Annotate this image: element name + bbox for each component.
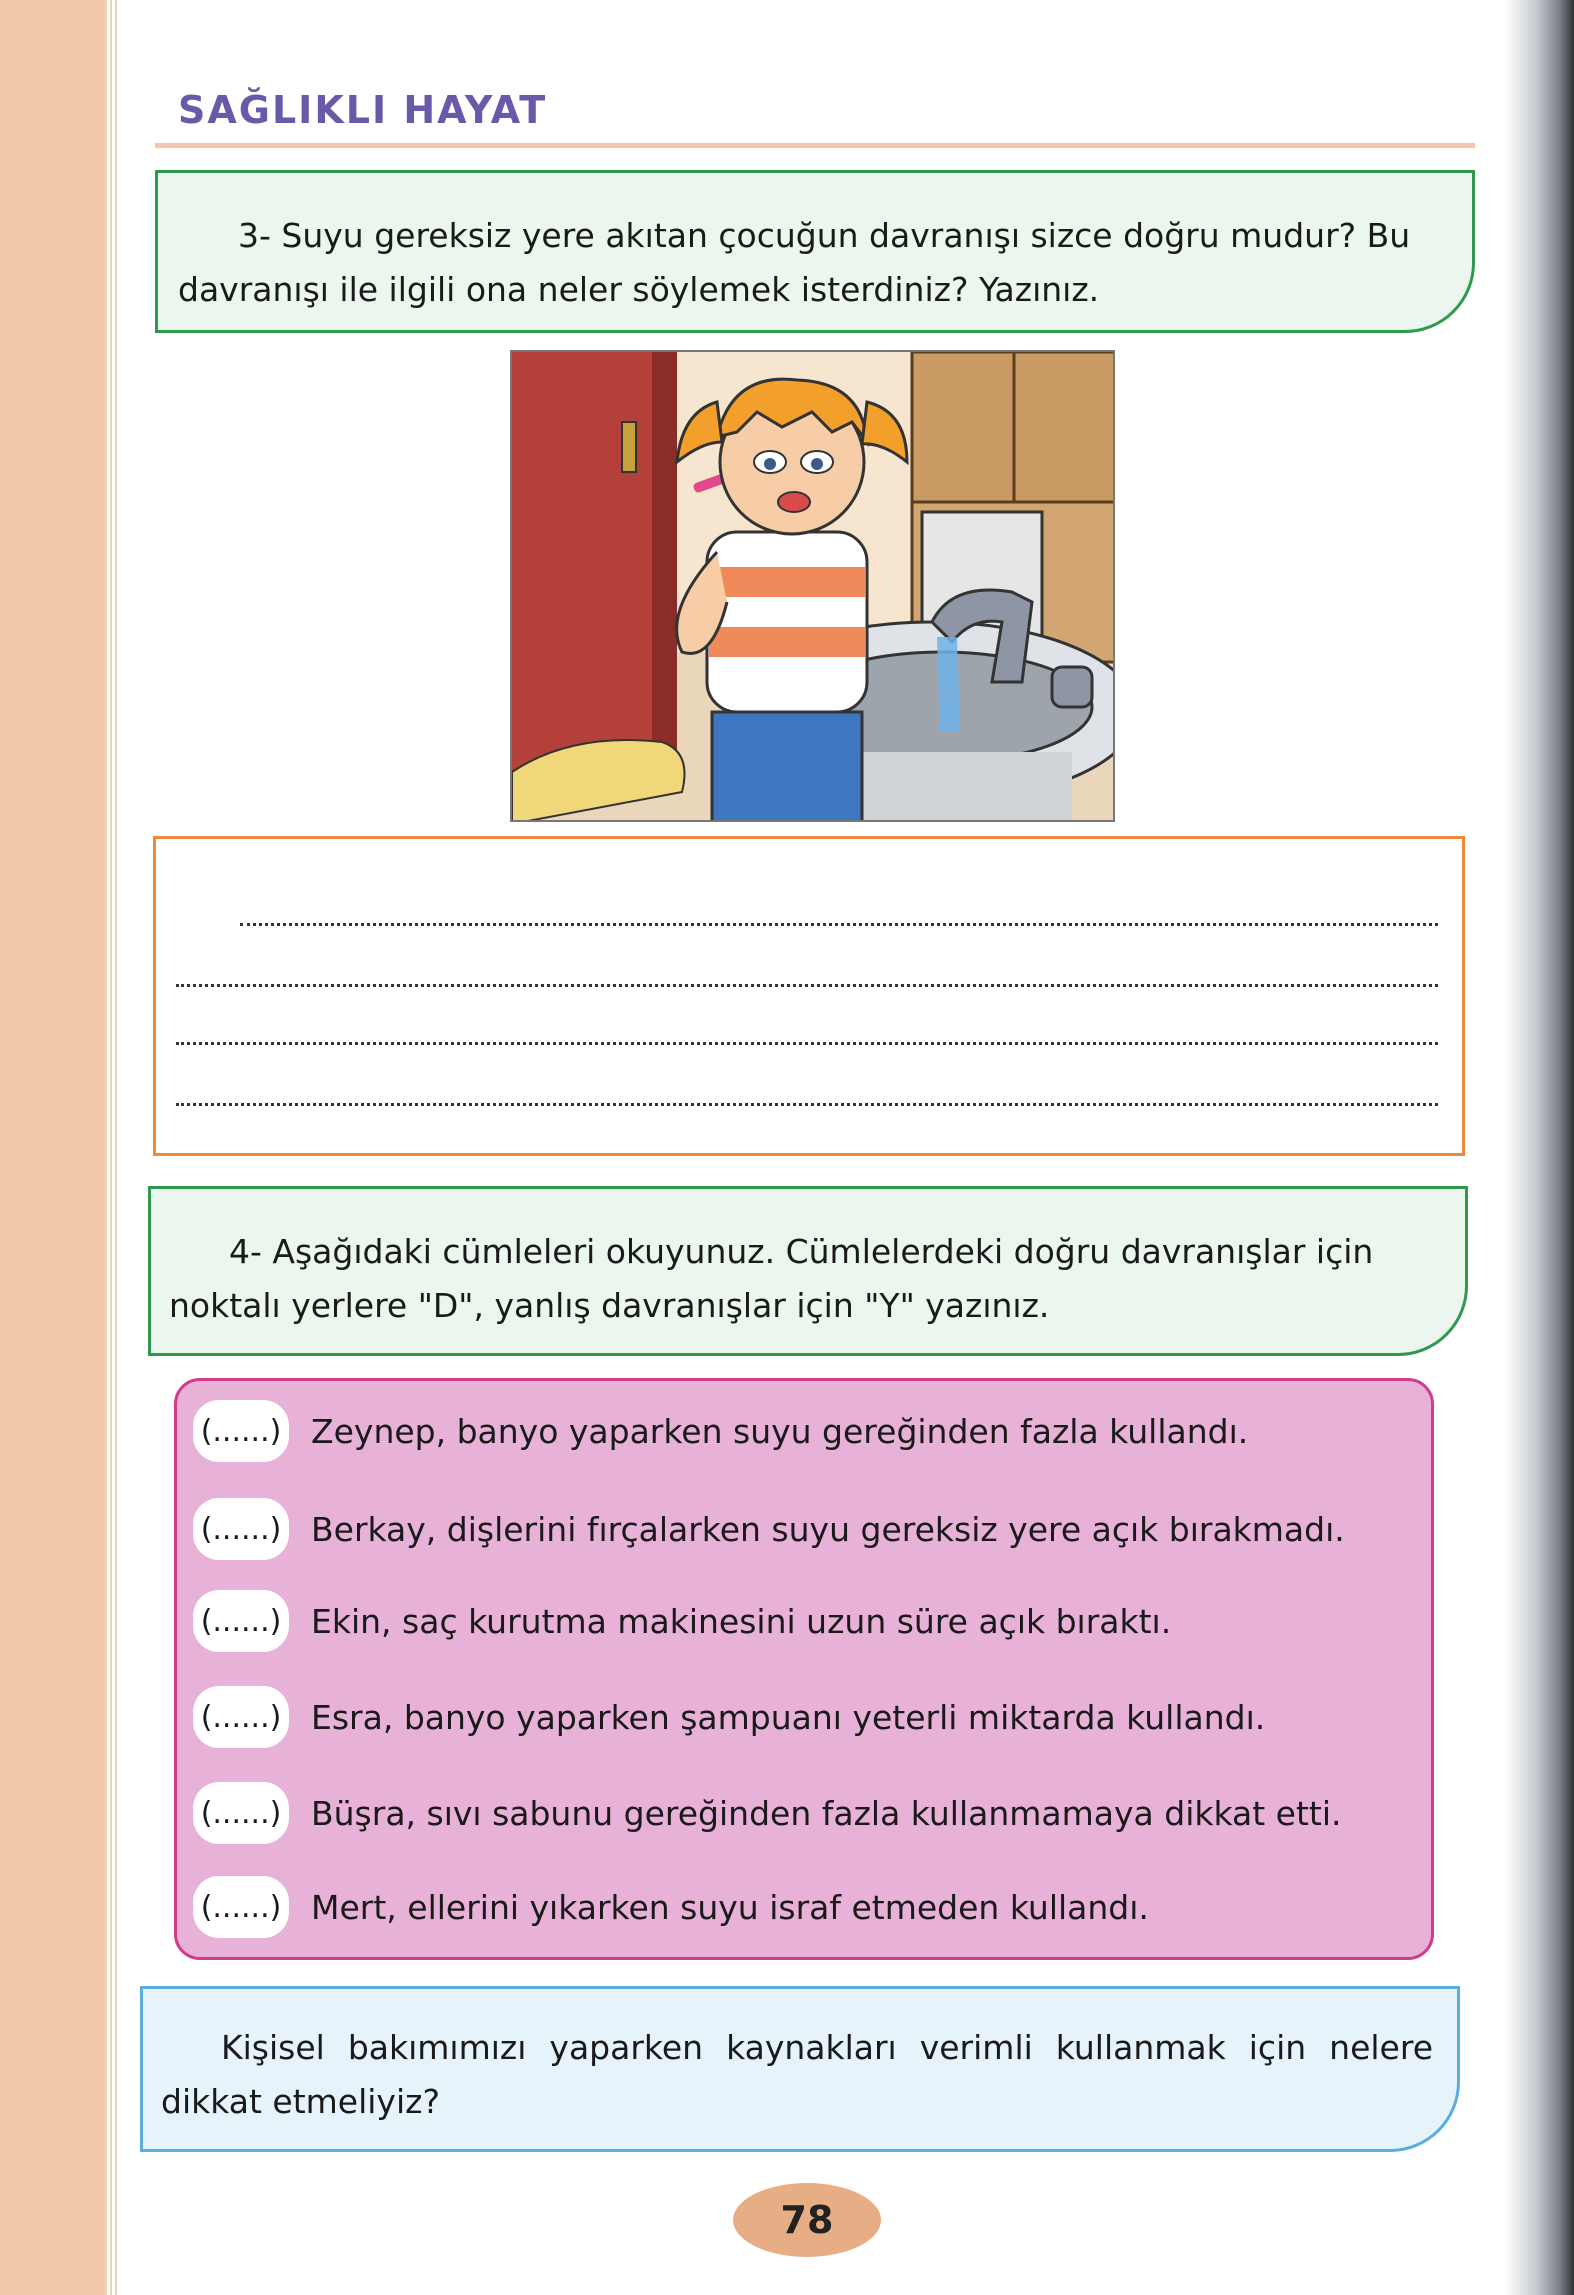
page-margin-edge: [105, 0, 119, 2295]
answer-blank[interactable]: (......): [193, 1498, 289, 1560]
page-margin-band: [0, 0, 105, 2295]
illustration-girl-brushing-teeth: [510, 350, 1115, 822]
answer-line-1[interactable]: [240, 923, 1438, 926]
answer-blank[interactable]: (......): [193, 1400, 289, 1462]
statement-row: [193, 1685, 1265, 1749]
answer-line-4[interactable]: [176, 1103, 1438, 1106]
page-title: SAĞLIKLI HAYAT: [178, 88, 548, 132]
statement-text: Büşra, sıvı sabunu gereğinden fazla kullanmamaya dikkat etti.: [311, 1793, 1342, 1833]
statement-row: [193, 1589, 1171, 1653]
reflection-text: Kişisel bakımımızı yaparken kaynakları verimli kullanmak için nelere dikkat etmeliyiz?: [161, 2028, 1433, 2121]
statement-row: [193, 1399, 1248, 1463]
question-3-box: [155, 170, 1475, 333]
answer-blank[interactable]: (......): [193, 1590, 289, 1652]
question-3-text: 3- Suyu gereksiz yere akıtan çocuğun davranışı sizce doğru mudur? Bu davranışı ile ilgili ona neler söylemek isterdiniz? Yazınız.: [178, 216, 1411, 309]
answer-blank[interactable]: (......): [193, 1686, 289, 1748]
statement-row: [193, 1875, 1149, 1939]
reflection-box: [140, 1986, 1460, 2152]
statement-text: Ekin, saç kurutma makinesini uzun süre açık bıraktı.: [311, 1601, 1172, 1641]
statement-text: Mert, ellerini yıkarken suyu israf etmeden kullandı.: [311, 1887, 1149, 1927]
illustration-svg: [512, 352, 1115, 822]
statement-row: [193, 1497, 1345, 1561]
answer-blank[interactable]: (......): [193, 1876, 289, 1938]
title-divider: [155, 143, 1475, 148]
answer-box: [153, 836, 1465, 1156]
statement-text: Zeynep, banyo yaparken suyu gereğinden fazla kullandı.: [311, 1411, 1249, 1451]
page-number: 78: [733, 2183, 881, 2257]
statements-box: [174, 1378, 1434, 1960]
answer-blank[interactable]: (......): [193, 1782, 289, 1844]
statement-row: [193, 1781, 1342, 1845]
question-4-text: 4- Aşağıdaki cümleleri okuyunuz. Cümlelerdeki doğru davranışlar için noktalı yerlere "D", yanlış davranışlar için "Y" yazınız.: [169, 1232, 1374, 1325]
statement-text: Berkay, dişlerini fırçalarken suyu gereksiz yere açık bırakmadı.: [311, 1509, 1345, 1549]
book-spine-shadow: [1504, 0, 1574, 2295]
question-4-box: [148, 1186, 1468, 1356]
answer-line-2[interactable]: [176, 984, 1438, 987]
answer-line-3[interactable]: [176, 1042, 1438, 1045]
statement-text: Esra, banyo yaparken şampuanı yeterli miktarda kullandı.: [311, 1697, 1266, 1737]
